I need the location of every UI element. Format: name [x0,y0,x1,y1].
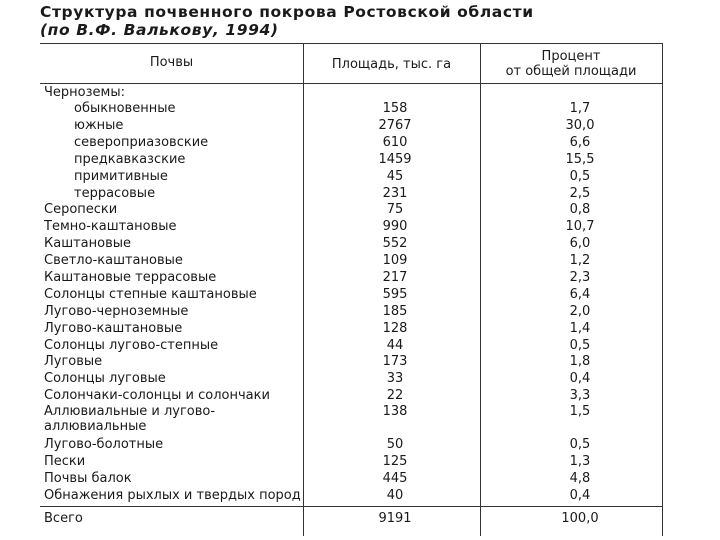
table-row [0,101,720,118]
soil-area: 22 [386,388,404,403]
soil-name [44,304,188,319]
table-row [0,253,720,270]
soil-percent: 0,5 [569,437,591,452]
group-label-chernozems: Черноземы: [44,85,125,100]
soil-area: 990 [382,219,408,234]
soil-name-line: Пески [44,454,86,469]
total-area: 9191 [378,511,412,526]
soil-name [74,135,208,150]
header-area: Площадь, тыс. га [331,57,452,72]
soil-percent: 0,5 [569,169,591,184]
table-row [0,118,720,135]
table-row [0,321,720,338]
soil-name-line: южные [74,118,124,133]
total-row [0,511,720,528]
soil-area: 2767 [378,118,412,133]
soil-percent: 1,4 [569,321,591,336]
soil-name [44,371,166,386]
soil-name [74,118,123,133]
soil-percent: 0,8 [569,202,591,217]
soil-percent: 3,3 [569,388,591,403]
soil-name [44,202,117,217]
soil-name [44,471,132,486]
table-row [0,437,720,454]
soil-name [44,219,177,234]
soil-area: 173 [382,354,408,369]
table-subtitle: (по В.Ф. Валькову, 1994) [40,21,279,39]
soil-name-line: Светло-каштановые [44,253,183,268]
total-percent: 100,0 [561,511,599,526]
soil-area: 125 [382,454,408,469]
soil-name [74,101,175,116]
soil-area: 552 [382,236,408,251]
soil-area: 217 [382,270,408,285]
soil-name [74,152,185,167]
soil-name-line: Темно-каштановые [44,219,177,234]
soil-area: 128 [382,321,408,336]
soil-area: 45 [386,169,404,184]
soil-name-line: Серопески [44,202,118,217]
soil-name [44,287,257,302]
total-label: Всего [44,511,83,526]
soil-area: 445 [382,471,408,486]
table-row [0,152,720,169]
soil-name-line: Почвы балок [44,471,132,486]
soil-area: 40 [386,488,404,503]
soil-area: 595 [382,287,408,302]
header-percent-line2: от общей площади [505,64,637,79]
table-row [0,454,720,471]
table-row [0,371,720,388]
soil-percent: 0,4 [569,371,591,386]
soil-area: 109 [382,253,408,268]
soil-name-line-2: аллювиальные [44,419,147,434]
soil-name [74,169,168,184]
soil-percent: 2,0 [569,304,591,319]
header-soils: Почвы [149,55,194,70]
soil-area: 50 [386,437,404,452]
table-row [0,236,720,253]
soil-area: 231 [382,186,408,201]
soil-percent: 10,7 [565,219,595,234]
table-row [0,169,720,186]
table-row [0,354,720,371]
soil-area: 33 [386,371,404,386]
soil-area: 610 [382,135,408,150]
table-row [0,202,720,219]
soil-name-line: Лугово-каштановые [44,321,183,336]
soil-percent: 30,0 [565,118,595,133]
soil-name-line: Лугово-черноземные [44,304,189,319]
soil-name-line: Луговые [44,354,103,369]
table-row [0,135,720,152]
soil-percent: 1,3 [569,454,591,469]
soil-area: 75 [386,202,404,217]
soil-percent: 15,5 [565,152,595,167]
soil-percent: 6,4 [569,287,591,302]
soil-name-line: Каштановые террасовые [44,270,217,285]
soil-name-line: предкавказские [74,152,186,167]
soil-percent: 0,5 [569,338,591,353]
soil-name [44,338,218,353]
soil-percent: 1,5 [569,404,591,419]
soil-name [44,236,131,251]
soil-name [44,488,301,503]
soil-area: 158 [382,101,408,116]
soil-percent: 1,8 [569,354,591,369]
table-row [0,287,720,304]
table-row [0,270,720,287]
soil-percent: 6,6 [569,135,591,150]
soil-name [74,186,155,201]
soil-name-line: Каштановые [44,236,132,251]
soil-name [44,388,270,403]
soil-percent: 1,7 [569,101,591,116]
soil-name-line: североприазовские [74,135,209,150]
soil-name-line: Солонцы луговые [44,371,166,386]
soil-area: 138 [382,404,408,419]
soil-name-line: террасовые [74,186,156,201]
soil-name [44,454,85,469]
soil-area: 44 [386,338,404,353]
soil-name-line: Солонцы степные каштановые [44,287,257,302]
soil-percent: 0,4 [569,488,591,503]
table-row [0,471,720,488]
table-row [0,388,720,405]
soil-name-line: Солонцы лугово-степные [44,338,219,353]
soil-percent: 4,8 [569,471,591,486]
soil-percent: 2,3 [569,270,591,285]
soil-name-line: Аллювиальные и лугово- [44,404,216,419]
soil-percent: 2,5 [569,186,591,201]
soil-name-line: обыкновенные [74,101,176,116]
table-row [0,186,720,203]
soil-percent: 6,0 [569,236,591,251]
soil-name-line: Солончаки-солонцы и солончаки [44,388,270,403]
table-row [0,338,720,355]
soil-percent: 1,2 [569,253,591,268]
soil-name [44,437,163,452]
table-row [0,219,720,236]
table-row [0,304,720,321]
soil-name [44,404,215,434]
soil-name [44,321,182,336]
soil-name-line: Обнажения рыхлых и твердых пород [44,488,301,503]
table-row [0,488,720,505]
soil-name [44,253,183,268]
soil-name [44,354,102,369]
soil-area: 185 [382,304,408,319]
soil-name [44,270,216,285]
table-row [0,404,720,434]
header-percent-line1: Процент [541,49,601,64]
soil-name-line: Лугово-болотные [44,437,164,452]
soil-area: 1459 [378,152,412,167]
table-title: Структура почвенного покрова Ростовской области [40,3,534,21]
soil-name-line: примитивные [74,169,168,184]
